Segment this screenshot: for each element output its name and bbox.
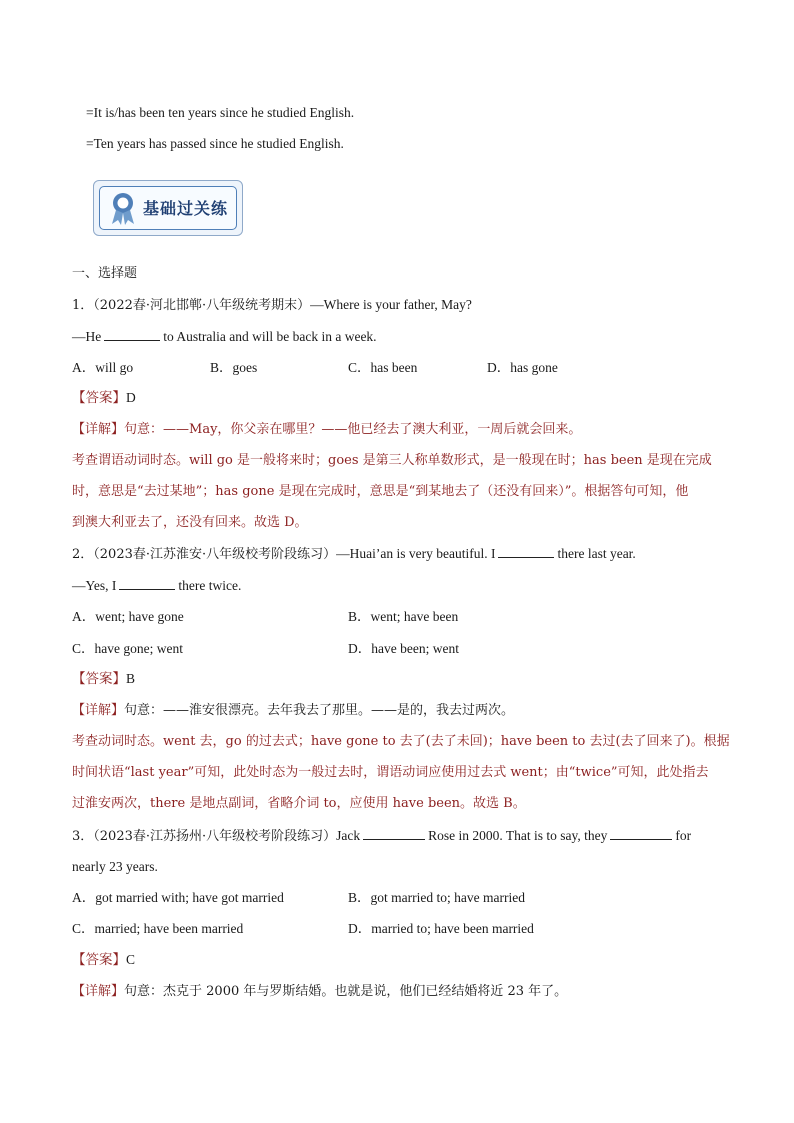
- detail-label: 【详解】: [72, 422, 125, 437]
- ribbon-medal-icon: [105, 188, 141, 228]
- detail-label: 【详解】: [72, 984, 125, 999]
- q1-answer: [72, 389, 136, 407]
- section-badge: [93, 180, 243, 236]
- q1-source: （2022春·河北邯郸·八年级统考期末）: [93, 298, 311, 313]
- q2-detail-3: 时间状语“last year”可知，此处时态为一般过去时，谓语动词应使用过去式 went；由“twice”可知，此处指去: [72, 765, 709, 780]
- q3-option-c: C．married; have been married: [72, 921, 244, 936]
- q1-option-b: B．goes: [210, 360, 258, 375]
- q3-option-a: A．got married with; have got married: [72, 890, 284, 905]
- section-title: 一、选择题: [72, 266, 138, 281]
- q2-line2-b: there twice.: [178, 578, 242, 593]
- q3-stem: [72, 827, 691, 846]
- q1-question: —Where is your father, May?: [310, 297, 472, 312]
- q2-blank-1: [498, 545, 554, 558]
- q1-stem: [72, 296, 472, 315]
- q3-detail-1: [72, 983, 567, 1001]
- q3-line2: nearly 23 years.: [72, 859, 158, 874]
- q1-blank: [104, 328, 160, 341]
- q2-option-b: B．went; have been: [348, 609, 459, 624]
- q1-detail-2: 考查谓语动词时态。will go 是一般将来时；goes 是第三人称单数形式，是一般现在时；has been 是现在完成: [72, 453, 712, 468]
- q1-number: 1．: [72, 298, 94, 313]
- q2-source: （2023春·江苏淮安·八年级校考阶段练习）: [93, 547, 337, 562]
- q1-option-d: D．has gone: [487, 360, 558, 375]
- intro-line-2: =Ten years has passed since he studied English.: [86, 136, 344, 151]
- q3-question-a: Jack: [336, 828, 361, 843]
- q3-number: 3．: [72, 829, 94, 844]
- detail-label: 【详解】: [72, 703, 125, 718]
- answer-label: 【答案】: [72, 671, 126, 687]
- q2-blank-2: [119, 577, 175, 590]
- q2-stem: [72, 545, 636, 564]
- q2-detail-4: 过淮安两次，there 是地点副词，省略介词 to，应使用 have been。故选 B。: [72, 796, 526, 811]
- q2-detail-text-1: 句意：——淮安很漂亮。去年我去了那里。——是的，我去过两次。: [124, 703, 515, 718]
- q1-detail-text-1: 句意：——May，你父亲在哪里？——他已经去了澳大利亚，一周后就会回来。: [124, 422, 582, 437]
- q1-detail-4: 到澳大利亚去了，还没有回来。故选 D。: [72, 515, 308, 530]
- q2-answer: [72, 670, 135, 688]
- q2-answer-value: B: [126, 671, 136, 686]
- q1-detail-3: 时，意思是“去过某地”；has gone 是现在完成时，意思是“到某地去了（还没有回来）”。根据答句可知，他: [72, 484, 689, 499]
- q1-detail-1: [72, 421, 581, 439]
- q2-question-a: —Huai’an is very beautiful. I: [336, 546, 496, 561]
- q1-answer-value: D: [126, 390, 136, 405]
- q1-line2: [72, 328, 377, 346]
- q2-option-c: C．have gone; went: [72, 641, 183, 656]
- q2-line2: [72, 577, 241, 595]
- q1-option-c: C．has been: [348, 360, 418, 375]
- q3-option-b: B．got married to; have married: [348, 890, 525, 905]
- q3-blank-1: [363, 827, 425, 840]
- badge-title: 基础过关练: [143, 199, 229, 218]
- q3-answer-value: C: [126, 952, 136, 967]
- q3-question-b: Rose in 2000. That is to say, they: [428, 828, 608, 843]
- q3-answer: [72, 951, 135, 969]
- q3-blank-2: [610, 827, 672, 840]
- q2-detail-2: 考查动词时态。went 去，go 的过去式；have gone to 去了(去了未回)；have been to 去过(去了回来了)。根据: [72, 734, 730, 749]
- q1-option-a: A．will go: [72, 360, 134, 375]
- q3-option-d: D．married to; have been married: [348, 921, 534, 936]
- q2-option-d: D．have been; went: [348, 641, 459, 656]
- q2-option-a: A．went; have gone: [72, 609, 184, 624]
- q3-question-c: for: [675, 828, 692, 843]
- q1-line2-a: —He: [72, 329, 102, 344]
- q2-number: 2．: [72, 547, 94, 562]
- q2-detail-1: [72, 702, 514, 720]
- q3-source: （2023春·江苏扬州·八年级校考阶段练习）: [93, 829, 337, 844]
- q3-detail-text-1: 句意：杰克于 2000 年与罗斯结婚。也就是说，他们已经结婚将近 23 年了。: [124, 984, 568, 999]
- intro-line-1: =It is/has been ten years since he studied English.: [86, 105, 355, 120]
- q1-line2-b: to Australia and will be back in a week.: [163, 329, 377, 344]
- answer-label: 【答案】: [72, 390, 126, 406]
- q2-line2-a: —Yes, I: [72, 578, 117, 593]
- answer-label: 【答案】: [72, 952, 126, 968]
- q2-question-b: there last year.: [557, 546, 636, 561]
